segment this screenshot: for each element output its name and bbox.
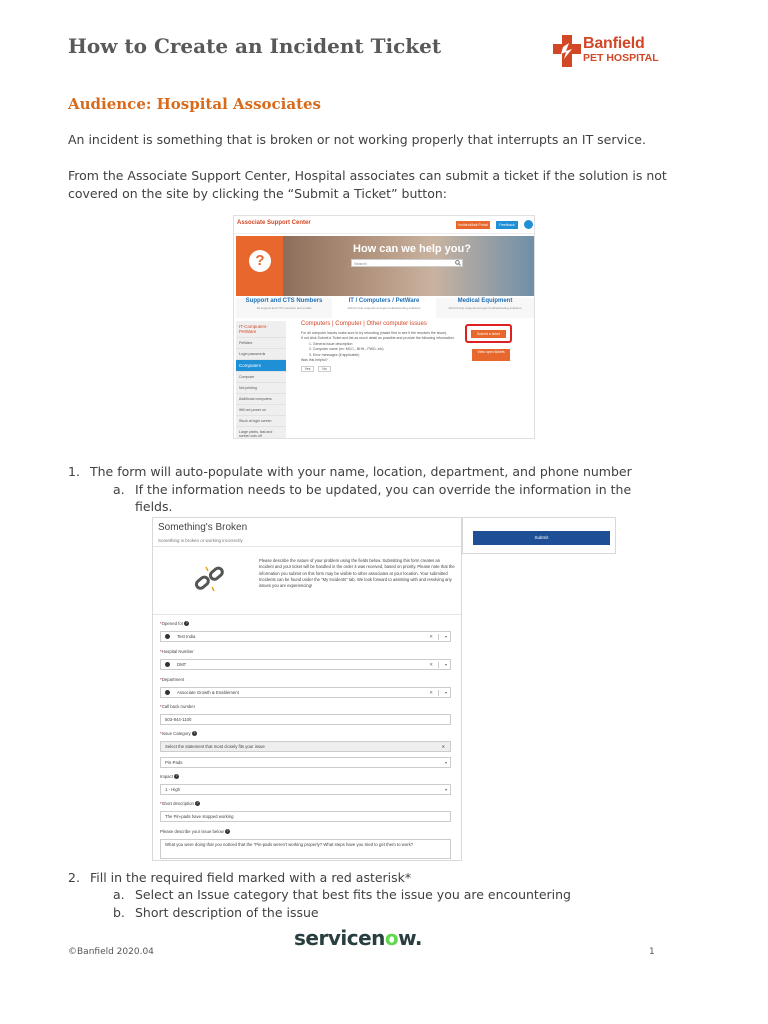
tab-label: Support and CTS Numbers — [245, 298, 323, 304]
chevron-down-icon: ▾ — [444, 760, 447, 765]
tab-label: IT / Computers / PetWare — [348, 298, 420, 304]
no-button[interactable]: No — [318, 366, 331, 372]
tab-sub: Submit help requests and get troubleshooting solutions — [448, 306, 522, 310]
document-title: How to Create an Incident Ticket — [68, 34, 442, 58]
step-1a-text: If the information needs to be updated, you can override the information in the — [135, 482, 632, 497]
chevron-down-icon: ▾ — [444, 690, 447, 695]
help-icon: ? — [226, 829, 229, 834]
audience-heading: Audience: Hospital Associates — [68, 95, 321, 113]
question-mark-icon: ? — [249, 250, 271, 272]
tab-medical-equipment[interactable] — [436, 298, 534, 318]
avatar[interactable] — [524, 220, 533, 229]
sidebar-item[interactable]: Computer — [236, 372, 286, 383]
submit-ticket-highlight — [465, 324, 512, 343]
info-icon — [165, 634, 170, 639]
hero-banner — [283, 236, 534, 296]
sidebar-item[interactable]: Large pixels, fast and screen cuts off — [236, 427, 286, 439]
help-icon: ? — [185, 621, 188, 626]
sidebar-item[interactable]: Will not power on — [236, 405, 286, 416]
issue-details-textarea[interactable]: What you were doing that you noticed that the "Pin-pads weren't working properly? What steps have you tried to get them to work? — [160, 839, 451, 859]
form-title: Something's Broken — [158, 522, 248, 533]
sidebar-item[interactable]: Not printing — [236, 383, 286, 394]
article-list-item: 3. Error messages (if applicable) — [309, 352, 360, 357]
support-center-screenshot — [233, 215, 535, 439]
help-hero-panel — [236, 236, 283, 296]
search-icon[interactable] — [455, 260, 461, 266]
short-description-label: *Short description ? — [160, 801, 199, 806]
opened-for-field[interactable]: Test India ✕ ▾ — [160, 631, 451, 642]
tab-sub: All support and CTS numbers and emails — [256, 306, 312, 310]
submit-button[interactable]: Submit — [473, 531, 610, 545]
info-icon — [165, 690, 170, 695]
issue-category-header: Select the statement that most closely fits your issue ✕ — [160, 741, 451, 752]
step-2b-letter: b. — [113, 905, 125, 920]
form-description: Please describe the nature of your problem using the fields below. Submitting this form creates an Incident and your ticket will be handled in the order it was received, based on priority. Please note that the information you submit on this form may be visible to other associates at your location. Your submitted Incidents can be found under the "My Incidents" tab. We look forward to assisting with and resolving any issues you are experiencing! — [259, 558, 455, 589]
step-1a-letter: a. — [113, 482, 125, 497]
sidebar-category[interactable]: IT-Computers-PetWare — [236, 321, 286, 338]
step-2-text: Fill in the required field marked with a red asterisk* — [90, 870, 412, 885]
issue-details-label: Please describe your issue below ? — [160, 829, 229, 834]
step-2-number: 2. — [68, 870, 80, 885]
issue-category-label: *Issue Category ? — [160, 731, 196, 736]
step-2a-letter: a. — [113, 887, 125, 902]
sidebar-item[interactable]: Additional computers — [236, 394, 286, 405]
help-icon: ? — [175, 774, 178, 779]
helpful-prompt: Was this helpful? — [301, 358, 328, 362]
chevron-down-icon: ▾ — [444, 662, 447, 667]
submit-panel — [462, 517, 616, 554]
close-icon: ✕ — [441, 744, 445, 749]
support-center-header — [234, 216, 535, 234]
article-text: If not click Submit a Ticket and list as much detail as possible and provide the following information: — [301, 336, 455, 340]
tab-it-computers[interactable] — [334, 298, 434, 318]
article-body — [301, 322, 466, 372]
intro-paragraph-1: An incident is something that is broken or not working properly that interrupts an IT service. — [68, 132, 646, 147]
step-1-text: The form will auto-populate with your name, location, department, and phone number — [90, 464, 632, 479]
info-icon — [165, 662, 170, 667]
incident-portal-button[interactable]: Incident/Ask Portal — [456, 221, 490, 229]
sidebar-item[interactable]: Login passwords — [236, 349, 286, 360]
hospital-number-label: *Hospital Number — [160, 649, 194, 654]
support-center-title: Associate Support Center — [237, 220, 311, 226]
impact-select[interactable]: 1 - High ▾ — [160, 784, 451, 795]
sidebar-item[interactable]: Stuck at login screen — [236, 416, 286, 427]
issue-category-select[interactable]: Pin-Pads ▾ — [160, 757, 451, 768]
yes-button[interactable]: Yes — [301, 366, 314, 372]
hospital-number-field[interactable]: DMT ✕ ▾ — [160, 659, 451, 670]
department-field[interactable]: Associate Growth & Enablement ✕ ▾ — [160, 687, 451, 698]
step-2b-text: Short description of the issue — [135, 905, 319, 920]
page-number: 1 — [649, 947, 655, 957]
feedback-button[interactable]: Feedback — [496, 221, 518, 229]
callback-label: *Call back number — [160, 704, 196, 709]
banfield-logo — [553, 33, 673, 73]
step-1a-text-cont: fields. — [135, 499, 173, 514]
clear-icon: ✕ — [429, 662, 433, 667]
article-heading: Computers | Computer | Other computer issues — [301, 321, 427, 327]
sidebar — [236, 321, 286, 438]
view-tickets-button[interactable]: View open tickets — [472, 349, 510, 361]
search-input[interactable]: Search — [351, 259, 463, 267]
opened-for-label: *Opened for ? — [160, 621, 188, 626]
article-list-item: 1. General issue description — [309, 341, 353, 346]
clear-icon: ✕ — [429, 634, 433, 639]
help-icon: ? — [193, 731, 196, 736]
impact-label: Impact ? — [160, 774, 178, 779]
step-1-number: 1. — [68, 464, 80, 479]
article-list-item: 2. Computer name (ex: MCC-, BHH-, PWD- etc) — [309, 347, 384, 351]
tab-support-numbers[interactable] — [236, 298, 332, 318]
clear-icon: ✕ — [429, 690, 433, 695]
tab-label: Medical Equipment — [457, 298, 513, 304]
incident-form-screenshot — [152, 517, 462, 861]
chevron-down-icon: ▾ — [444, 634, 447, 639]
form-subtitle: Something is broken or working incorrectly — [158, 538, 243, 543]
step-2a-text: Select an Issue category that best fits the issue you are encountering — [135, 887, 571, 902]
hero-text: How can we help you? — [353, 243, 471, 255]
banfield-cross-icon — [553, 35, 581, 67]
logo-name: Banfield — [583, 35, 645, 52]
intro-paragraph-2: From the Associate Support Center, Hospital associates can submit a ticket if the solution is not covered on the site by clicking the “Submit a Ticket” button: — [68, 168, 667, 201]
sidebar-item-active[interactable]: Computers — [236, 360, 286, 372]
callback-number-field[interactable]: 503-844-1100 — [160, 714, 451, 725]
short-description-field[interactable]: The Pin-pads have stopped working — [160, 811, 451, 822]
article-text: For all computer issues make sure to try rebooting (shake first to see if the resolves the issue). — [301, 330, 448, 335]
department-label: *Department — [160, 677, 185, 682]
copyright: ©Banfield 2020.04 — [68, 947, 154, 957]
logo-subtitle: PET HOSPITAL — [583, 52, 659, 64]
help-icon: ? — [196, 801, 199, 806]
broken-chain-icon — [193, 562, 227, 596]
sidebar-item[interactable]: PetWare — [236, 338, 286, 349]
tab-sub: Submit help requests and get troubleshooting solutions — [347, 306, 421, 310]
submit-ticket-button[interactable]: Submit a ticket — [471, 330, 506, 338]
servicenow-logo: servicenow. — [294, 926, 422, 950]
chevron-down-icon: ▾ — [444, 787, 447, 792]
